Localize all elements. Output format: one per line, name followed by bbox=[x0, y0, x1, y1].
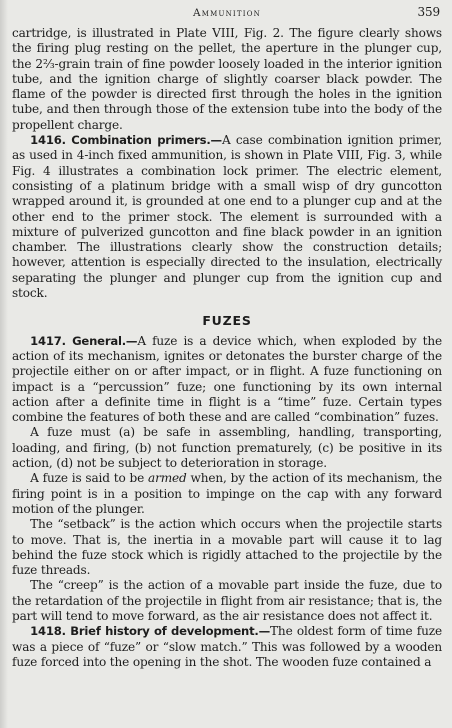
paragraph-heading-1417: 1417. General.— bbox=[30, 333, 138, 348]
paragraph-fuze-requirements: A fuze must (a) be safe in assembling, handling, transporting, loading, and firing, (b) not function prematurely, (c) be positive in its action, (d) not be subject to deterioration in storage. bbox=[12, 425, 442, 471]
binding-shadow bbox=[0, 0, 8, 728]
running-head bbox=[12, 5, 442, 22]
paragraph-setback-definition: The “setback” is the action which occurs when the projectile starts to move. That is, the inertia in a movable part will cause it to lag behind the fuze stock which is rigidly attached to the projectile by the fuze threads. bbox=[12, 517, 442, 578]
paragraph-1416 bbox=[12, 133, 442, 301]
paragraph-1418 bbox=[12, 624, 442, 670]
paragraph-1417 bbox=[12, 334, 442, 426]
continuation-paragraph: cartridge, is illustrated in Plate VIII, Fig. 2. The figure clearly shows the firing plug resting on the pellet, the aperture in the plunger cup, the 2⅔-grain train of fine powder loosely loaded in the interior ignition tube, and the ignition charge of slightly coarser black powder. The flame of the powder is directed first through the holes in the ignition tube, and then through those of the extension tube into the body of the propellent charge. bbox=[12, 26, 442, 132]
paragraph-body-1416: A case combination ignition primer, as used in 4-inch fixed ammunition, is shown in Plate VIII, Fig. 3, while Fig. 4 illustrates a combination lock primer. The electric element, consisting of a platinum bridge with a small wisp of dry guncotton wrapped around it, is grounded at one end to a plunger cup and at the other end to the primer stock. The element is surrounded with a mixture of pulverized guncotton and fine black powder in an ignition chamber. The illustrations clearly show the construction details; however, attention is especially directed to the insulation, electrically separating the plunger and plunger cup from the ignition cup and stock. bbox=[12, 133, 442, 301]
armed-text-after: when, by the action of its mechanism, the firing point is in a position to impinge on the cap with any forward motion of the plunger. bbox=[12, 471, 442, 516]
page-number: 359 bbox=[417, 5, 440, 19]
paragraph-armed-definition bbox=[12, 471, 442, 517]
paragraph-creep-definition: The “creep” is the action of a movable part inside the fuze, due to the retardation of the projectile in flight from air resistance; that is, the part will tend to move forward, as the air resistance does not affect it. bbox=[12, 578, 442, 623]
armed-text-before: A fuze is said to be bbox=[30, 471, 149, 486]
paragraph-body-1417: A fuze is a device which, when exploded by the action of its mechanism, ignites or detonates the burster charge of the projectile either on or after impact, or in flight. A fuze functioning on impact is a “percussion” fuze; one functioning by its own internal action after a definite time in flight is a “time” fuze. Certain types combine the features of both these and are called “combination” fuzes. bbox=[12, 333, 443, 425]
armed-term: armed bbox=[148, 471, 187, 486]
section-heading-fuzes: FUZES bbox=[202, 313, 252, 329]
paragraph-heading-1418: 1418. Brief history of development.— bbox=[30, 624, 271, 639]
paragraph-heading-1416: 1416. Combination primers.— bbox=[30, 133, 222, 148]
running-title: Ammunition bbox=[192, 7, 261, 19]
paragraph-body-1418: The oldest form of time fuze was a piece of “fuze” or “slow match.” This was followed by a wooden fuze forced into the opening in the shot. The wooden fuze contained a bbox=[12, 624, 442, 669]
